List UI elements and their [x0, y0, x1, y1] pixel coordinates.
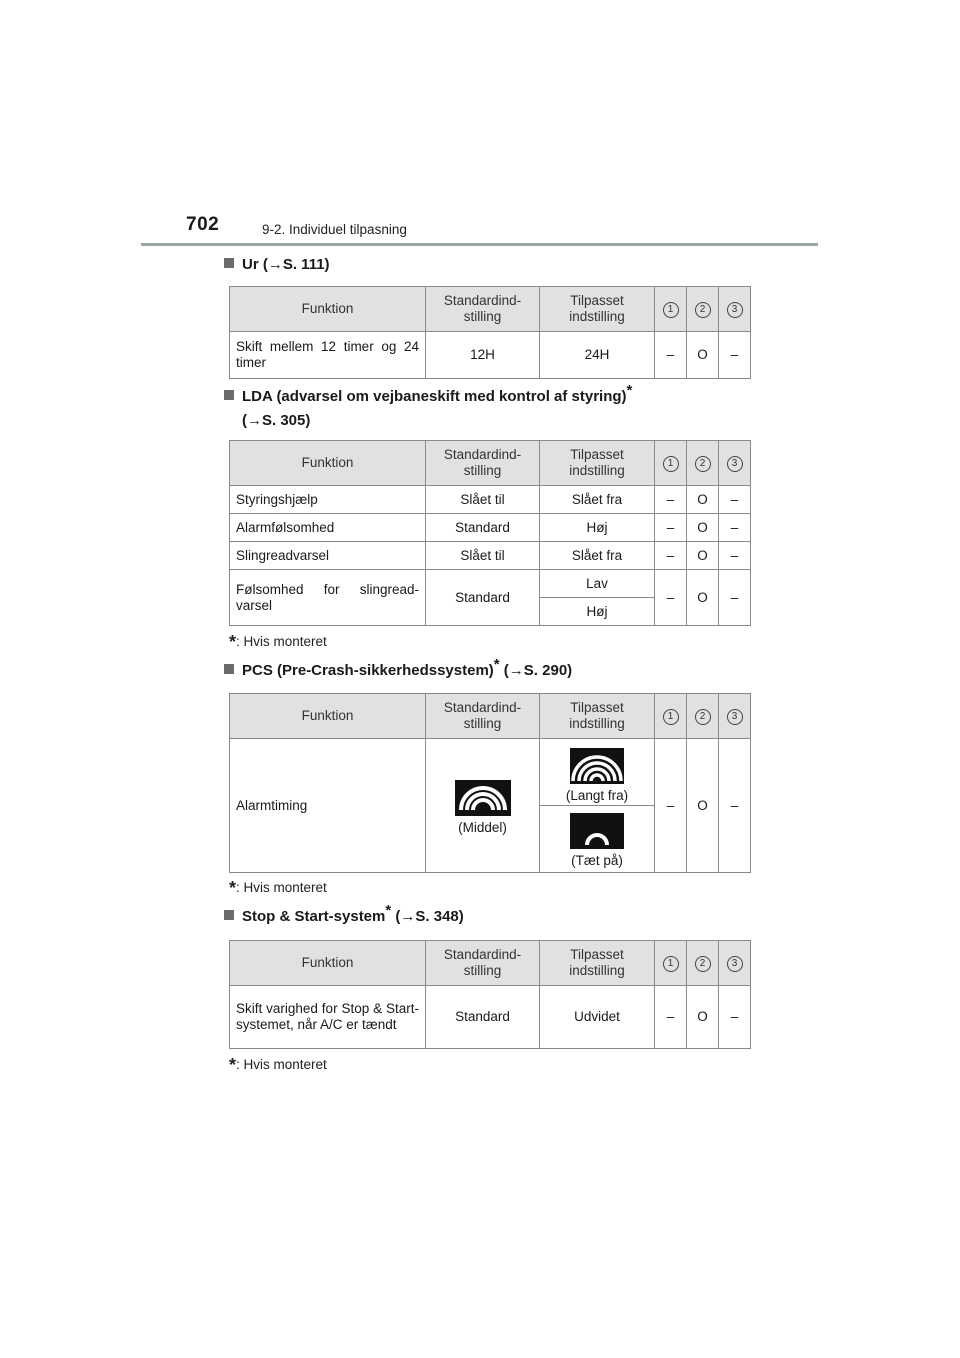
col-default: Standardind- stilling — [426, 694, 540, 739]
right-arrow-icon: → — [400, 908, 416, 925]
proximity-waves-1-icon — [570, 813, 624, 849]
icon-caption: (Middel) — [458, 819, 507, 835]
right-arrow-icon: → — [508, 662, 524, 679]
footnote-text: : Hvis monteret — [236, 1057, 327, 1072]
cell-function: Følsomhed for slingread-varsel — [230, 570, 426, 626]
cell-default — [426, 739, 540, 873]
cell-c2: O — [687, 739, 719, 873]
col-2: 2 — [687, 941, 719, 986]
asterisk-icon: * — [229, 632, 237, 652]
bullet-square-icon — [224, 910, 234, 920]
table-header-row — [230, 441, 751, 486]
col-function: Funktion — [230, 941, 426, 986]
table-stop-start — [229, 940, 751, 1049]
heading-ur — [224, 254, 330, 275]
cell-c3: – — [719, 986, 751, 1049]
proximity-waves-3-icon — [455, 780, 511, 816]
heading-ref: S. 348) — [415, 908, 464, 925]
cell-custom-b: Høj — [540, 598, 655, 626]
col-custom: Tilpasset indstilling — [540, 941, 655, 986]
heading-title: Stop & Start-system — [242, 908, 386, 925]
table-lda — [229, 440, 751, 626]
icon-caption: (Langt fra) — [565, 788, 629, 803]
heading-title: PCS (Pre-Crash-sikkerhedssystem) — [242, 662, 494, 679]
col-1: 1 — [655, 941, 687, 986]
right-arrow-icon: → — [247, 412, 262, 429]
cell-c2: O — [687, 986, 719, 1049]
cell-custom: Udvidet — [540, 986, 655, 1049]
cell-custom-a: Lav — [540, 570, 655, 598]
cell-c1: – — [655, 986, 687, 1049]
col-custom: Tilpasset indstilling — [540, 441, 655, 486]
table-header-row — [230, 941, 751, 986]
col-3: 3 — [719, 694, 751, 739]
asterisk-icon: * — [229, 1055, 237, 1075]
cell-c2: O — [687, 332, 719, 379]
cell-function: Styringshjælp — [230, 486, 426, 514]
cell-c3: – — [719, 739, 751, 873]
table-ur — [229, 286, 751, 379]
heading-title: LDA (advarsel om vejbaneskift med kontrol af styring) — [242, 388, 627, 405]
asterisk-icon: * — [493, 656, 500, 673]
cell-c2: O — [687, 514, 719, 542]
heading-ref: S. 305) — [262, 412, 311, 429]
col-function: Funktion — [230, 287, 426, 332]
cell-custom: Høj — [540, 514, 655, 542]
cell-c1: – — [655, 486, 687, 514]
heading-stop-start: Stop & Start-system* (→S. 348) — [224, 906, 464, 927]
cell-function: Alarmtiming — [230, 739, 426, 873]
col-custom: Tilpasset indstilling — [540, 287, 655, 332]
bullet-square-icon — [224, 664, 234, 674]
cell-default: Slået til — [426, 542, 540, 570]
col-2: 2 — [687, 694, 719, 739]
col-default: Standardind- stilling — [426, 287, 540, 332]
table-row — [230, 986, 751, 1049]
cell-custom: Slået fra — [540, 542, 655, 570]
cell-c2: O — [687, 486, 719, 514]
col-default: Standardind- stilling — [426, 441, 540, 486]
col-1: 1 — [655, 287, 687, 332]
asterisk-icon: * — [385, 902, 392, 919]
col-function: Funktion — [230, 441, 426, 486]
heading-lda: LDA (advarsel om vejbaneskift med kontrol af styring)* (→S. 305) — [224, 386, 632, 431]
cell-default: 12H — [426, 332, 540, 379]
heading-ref: S. 111) — [282, 256, 330, 273]
col-2: 2 — [687, 441, 719, 486]
footnote-text: : Hvis monteret — [236, 880, 327, 895]
cell-c3: – — [719, 542, 751, 570]
cell-custom-a — [540, 739, 655, 806]
cell-custom: Slået fra — [540, 486, 655, 514]
cell-function: Skift varighed for Stop & Start-systemet, når A/C er tændt — [230, 986, 426, 1049]
col-1: 1 — [655, 441, 687, 486]
cell-custom: 24H — [540, 332, 655, 379]
table-row — [230, 739, 751, 806]
cell-custom-b — [540, 806, 655, 873]
cell-c3: – — [719, 570, 751, 626]
asterisk-icon: * — [229, 878, 237, 898]
cell-c3: – — [719, 486, 751, 514]
table-row — [230, 486, 751, 514]
table-row — [230, 542, 751, 570]
table-header-row — [230, 694, 751, 739]
table-row — [230, 514, 751, 542]
col-3: 3 — [719, 441, 751, 486]
cell-default: Standard — [426, 514, 540, 542]
cell-function: Skift mellem 12 timer og 24 timer — [230, 332, 426, 379]
cell-c1: – — [655, 514, 687, 542]
cell-default: Standard — [426, 986, 540, 1049]
col-3: 3 — [719, 287, 751, 332]
heading-title: Ur ( — [242, 256, 268, 273]
cell-c1: – — [655, 570, 687, 626]
bullet-square-icon — [224, 258, 234, 268]
cell-default: Standard — [426, 570, 540, 626]
cell-function: Slingreadvarsel — [230, 542, 426, 570]
heading-ref: S. 290) — [523, 662, 573, 679]
cell-c3: – — [719, 514, 751, 542]
cell-default: Slået til — [426, 486, 540, 514]
col-default: Standardind- stilling — [426, 941, 540, 986]
cell-function: Alarmfølsomhed — [230, 514, 426, 542]
table-header-row — [230, 287, 751, 332]
cell-c3: – — [719, 332, 751, 379]
footnote — [229, 1055, 327, 1075]
cell-c1: – — [655, 332, 687, 379]
col-custom: Tilpasset indstilling — [540, 694, 655, 739]
footnote-text: : Hvis monteret — [236, 634, 327, 649]
cell-c2: O — [687, 542, 719, 570]
col-1: 1 — [655, 694, 687, 739]
table-row — [230, 332, 751, 379]
table-pcs — [229, 693, 751, 873]
col-3: 3 — [719, 941, 751, 986]
cell-c1: – — [655, 542, 687, 570]
proximity-waves-4-icon — [570, 748, 624, 784]
cell-c2: O — [687, 570, 719, 626]
col-function: Funktion — [230, 694, 426, 739]
table-row — [230, 570, 751, 598]
icon-caption: (Tæt på) — [571, 853, 623, 868]
cell-c1: – — [655, 739, 687, 873]
heading-pcs: PCS (Pre-Crash-sikkerhedssystem)* (→S. 290) — [224, 660, 572, 681]
footnote — [229, 632, 327, 652]
header-rule — [141, 243, 818, 246]
col-2: 2 — [687, 287, 719, 332]
section-header: 9-2. Individuel tilpasning — [262, 222, 407, 237]
bullet-square-icon — [224, 390, 234, 400]
right-arrow-icon: → — [267, 256, 283, 273]
asterisk-icon: * — [626, 382, 633, 399]
page-number: 702 — [186, 214, 220, 235]
footnote — [229, 878, 327, 898]
